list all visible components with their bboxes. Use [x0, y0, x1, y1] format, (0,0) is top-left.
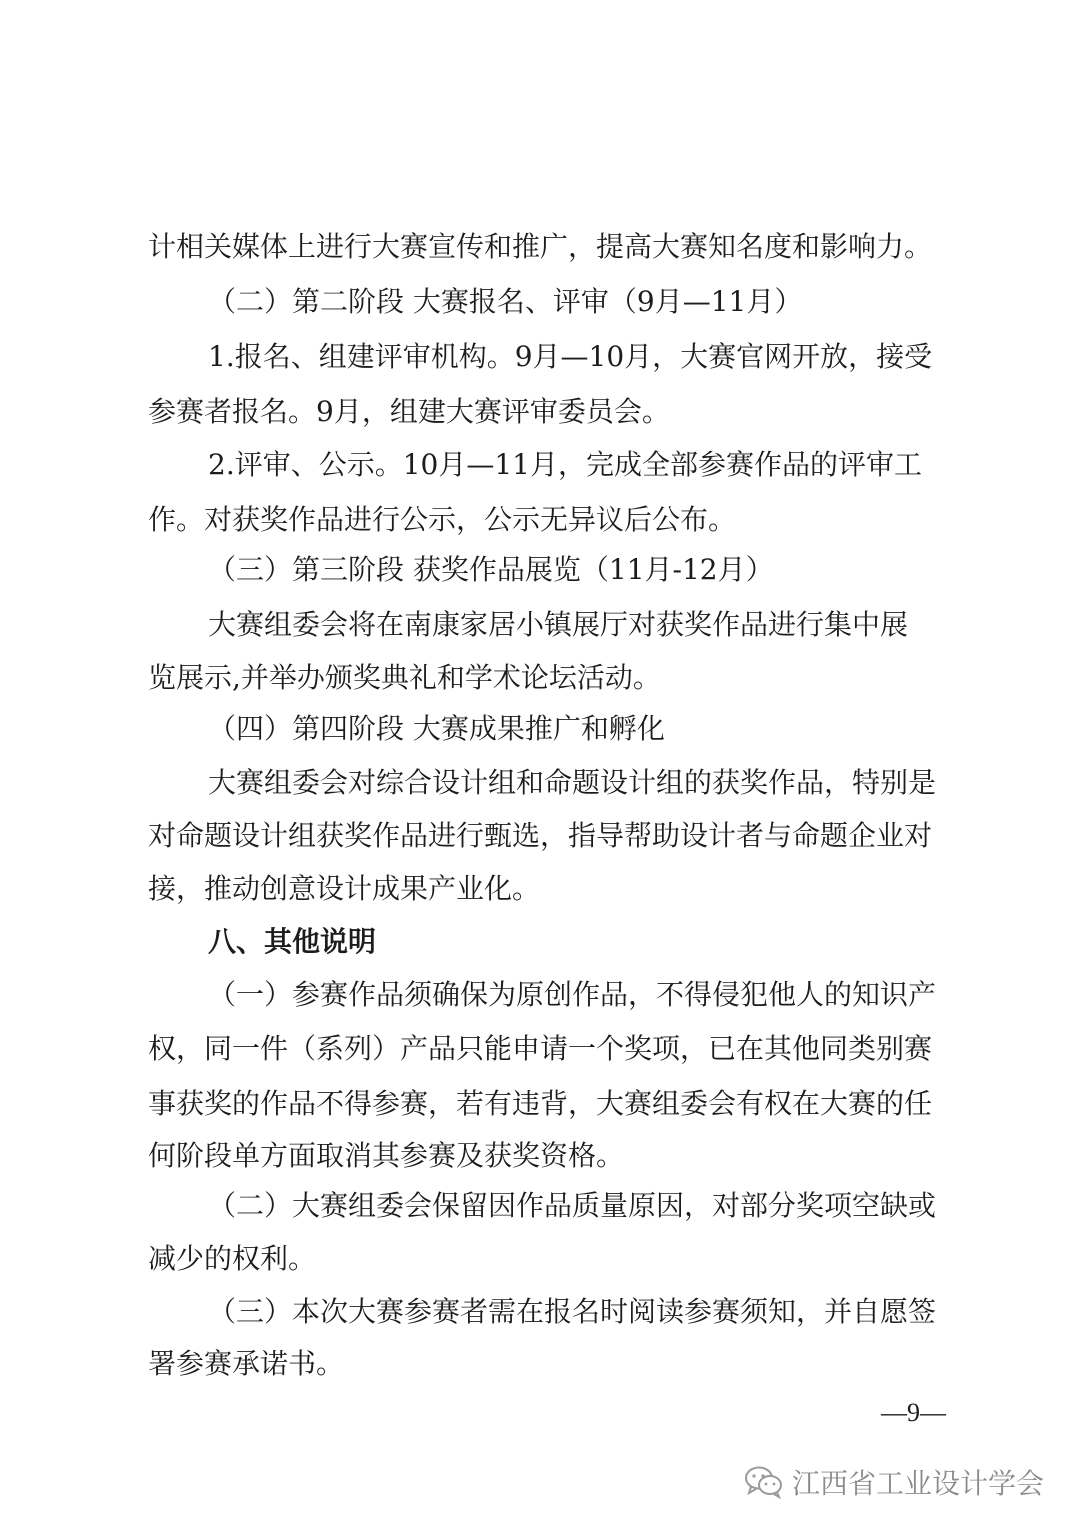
paragraph-line: 对命题设计组获奖作品进行甄选，指导帮助设计者与命题企业对 — [148, 819, 933, 852]
wechat-icon — [744, 1465, 784, 1499]
paragraph-line: 参赛者报名。9月，组建大赛评审委员会。 — [148, 395, 670, 428]
paragraph-line: 接，推动创意设计成果产业化。 — [148, 872, 541, 905]
paragraph-line: 览展示,并举办颁奖典礼和学术论坛活动。 — [148, 661, 661, 694]
paragraph-line: 何阶段单方面取消其参赛及获奖资格。 — [148, 1139, 625, 1172]
paragraph-line: （三）本次大赛参赛者需在报名时阅读参赛须知，并自愿签 — [208, 1295, 937, 1328]
paragraph-line: （一）参赛作品须确保为原创作品，不得侵犯他人的知识产 — [208, 978, 937, 1011]
paragraph-line: 减少的权利。 — [148, 1242, 317, 1275]
paragraph-line: 1.报名、组建评审机构。9月—10月，大赛官网开放，接受 — [208, 340, 933, 373]
wechat-watermark — [744, 1460, 1044, 1504]
page-number: —9— — [881, 1398, 946, 1427]
paragraph-line: 权，同一件（系列）产品只能申请一个奖项，已在其他同类别赛 — [148, 1032, 933, 1065]
paragraph-line: 计相关媒体上进行大赛宣传和推广，提高大赛知名度和影响力。 — [148, 230, 933, 263]
paragraph-line: 作。对获奖作品进行公示，公示无异议后公布。 — [148, 503, 737, 536]
section-heading-stage-2: （二）第二阶段 大赛报名、评审（9月—11月） — [208, 285, 803, 318]
watermark-text: 江西省工业设计学会 — [791, 1467, 1044, 1500]
section-heading-other-notes: 八、其他说明 — [208, 925, 377, 958]
paragraph-line: 2.评审、公示。10月—11月，完成全部参赛作品的评审工 — [208, 448, 922, 481]
paragraph-line: 署参赛承诺书。 — [148, 1347, 345, 1380]
section-heading-stage-3: （三）第三阶段 获奖作品展览（11月-12月） — [208, 553, 774, 586]
paragraph-line: 大赛组委会将在南康家居小镇展厅对获奖作品进行集中展 — [208, 608, 909, 641]
paragraph-line: 事获奖的作品不得参赛，若有违背，大赛组委会有权在大赛的任 — [148, 1087, 933, 1120]
section-heading-stage-4: （四）第四阶段 大赛成果推广和孵化 — [208, 712, 665, 745]
paragraph-line: 大赛组委会对综合设计组和命题设计组的获奖作品，特别是 — [208, 766, 937, 799]
paragraph-line: （二）大赛组委会保留因作品质量原因，对部分奖项空缺或 — [208, 1189, 937, 1222]
